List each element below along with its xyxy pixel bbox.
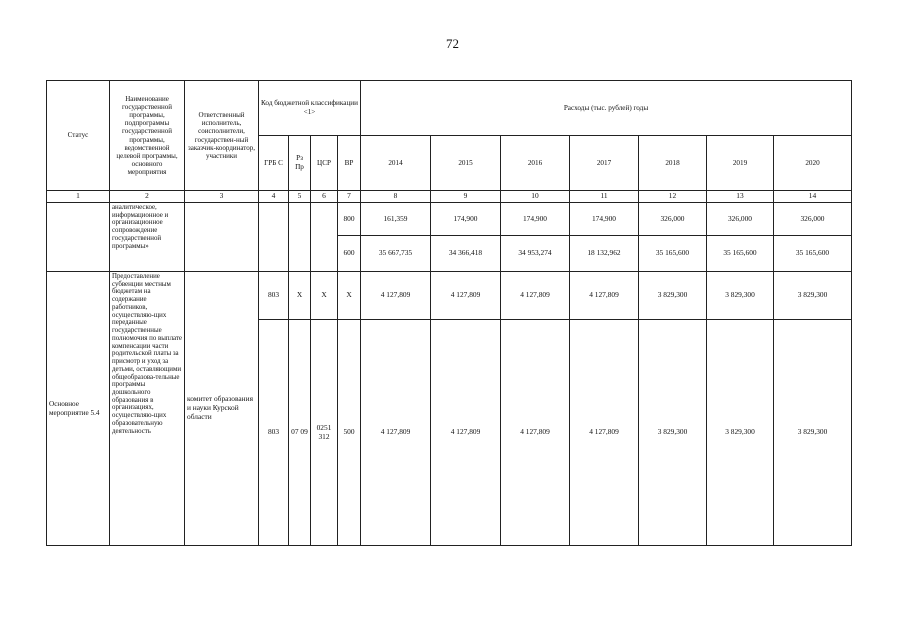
- header-year: 2020: [774, 136, 852, 191]
- expense-value: 4 127,809: [501, 272, 570, 320]
- header-status: Статус: [47, 81, 110, 191]
- expense-value: 4 127,809: [501, 320, 570, 546]
- expense-value: 161,359: [361, 203, 431, 236]
- grbs-cell-empty: [259, 203, 289, 272]
- vr-cell: 600: [338, 236, 361, 272]
- expense-value: 326,000: [774, 203, 852, 236]
- table-row: [47, 203, 852, 236]
- column-number: 11: [570, 191, 639, 203]
- header-responsible: Ответственный исполнитель, соисполнители, государствен-ный заказчик-координатор, участники: [185, 81, 259, 191]
- column-number: 10: [501, 191, 570, 203]
- grbs-cell: 803: [259, 272, 289, 320]
- program-name-cell: аналитическое, информационное и организационное сопровождение государственной программы»: [110, 203, 185, 272]
- expense-value: 4 127,809: [361, 320, 431, 546]
- expense-value: 3 829,300: [774, 272, 852, 320]
- rzpr-cell: 07 09: [289, 320, 311, 546]
- column-number: 13: [707, 191, 774, 203]
- header-budget-code: Код бюджетной классификации <1>: [259, 81, 361, 136]
- expense-value: 174,900: [501, 203, 570, 236]
- expense-value: 35 165,600: [639, 236, 707, 272]
- column-number: 6: [311, 191, 338, 203]
- header-code-csr: ЦСР: [311, 136, 338, 191]
- column-number: 3: [185, 191, 259, 203]
- expense-value: 3 829,300: [707, 320, 774, 546]
- header-year: 2014: [361, 136, 431, 191]
- csr-cell: Х: [311, 272, 338, 320]
- status-cell: Основное мероприятие 5.4: [47, 272, 110, 546]
- expense-value: 34 953,274: [501, 236, 570, 272]
- responsible-cell-empty: [185, 203, 259, 272]
- column-number: 5: [289, 191, 311, 203]
- column-number: 9: [431, 191, 501, 203]
- budget-table: [46, 80, 852, 546]
- expense-value: 3 829,300: [639, 272, 707, 320]
- column-number-row: [47, 191, 852, 203]
- expense-value: 174,900: [431, 203, 501, 236]
- expense-value: 35 165,600: [774, 236, 852, 272]
- column-number: 12: [639, 191, 707, 203]
- expense-value: 18 132,962: [570, 236, 639, 272]
- header-expenses: Расходы (тыс. рублей) годы: [361, 81, 852, 136]
- column-number: 7: [338, 191, 361, 203]
- expense-value: 174,900: [570, 203, 639, 236]
- column-number: 4: [259, 191, 289, 203]
- responsible-cell: комитет образования и науки Курской области: [185, 272, 259, 546]
- vr-cell: 500: [338, 320, 361, 546]
- csr-cell: 0251 312: [311, 320, 338, 546]
- page-number: 72: [446, 36, 459, 51]
- expense-value: 4 127,809: [570, 272, 639, 320]
- expense-value: 3 829,300: [707, 272, 774, 320]
- header-name: Наименование государственной программы, подпрограммы государственной программы, ведомственной целевой программы, основного мероприятия: [110, 81, 185, 191]
- vr-cell: 800: [338, 203, 361, 236]
- header-year: 2016: [501, 136, 570, 191]
- header-year: 2015: [431, 136, 501, 191]
- expense-value: 326,000: [707, 203, 774, 236]
- column-number: 8: [361, 191, 431, 203]
- column-number: 14: [774, 191, 852, 203]
- vr-cell: Х: [338, 272, 361, 320]
- rzpr-cell-empty: [289, 203, 311, 272]
- expense-value: 4 127,809: [361, 272, 431, 320]
- header-year: 2017: [570, 136, 639, 191]
- status-cell-empty: [47, 203, 110, 272]
- header-code-rzpr: Рз Пр: [289, 136, 311, 191]
- program-name-cell: Предоставление субвенции местным бюджетам на содержание работников, осуществляю-щих переданные государственные полномочия по выплате компенсации части родительской платы за присмотр и уход за детьми, оставляющими общеобразова-тельные программы дошкольного образования в организациях, осуществляю-щих образовательную деятельность: [110, 272, 185, 546]
- header-code-vr: ВР: [338, 136, 361, 191]
- column-number: 1: [47, 191, 110, 203]
- expense-value: 3 829,300: [774, 320, 852, 546]
- expense-value: 35 667,735: [361, 236, 431, 272]
- csr-cell-empty: [311, 203, 338, 272]
- grbs-cell: 803: [259, 320, 289, 546]
- expense-value: 3 829,300: [639, 320, 707, 546]
- expense-value: 35 165,600: [707, 236, 774, 272]
- rzpr-cell: Х: [289, 272, 311, 320]
- header-year: 2019: [707, 136, 774, 191]
- expense-value: 4 127,809: [431, 320, 501, 546]
- expense-value: 34 366,418: [431, 236, 501, 272]
- table-row: [47, 272, 852, 320]
- header-year: 2018: [639, 136, 707, 191]
- expense-value: 326,000: [639, 203, 707, 236]
- header-row-1: [47, 81, 852, 136]
- header-code-grbs: ГРБ С: [259, 136, 289, 191]
- column-number: 2: [110, 191, 185, 203]
- expense-value: 4 127,809: [431, 272, 501, 320]
- expense-value: 4 127,809: [570, 320, 639, 546]
